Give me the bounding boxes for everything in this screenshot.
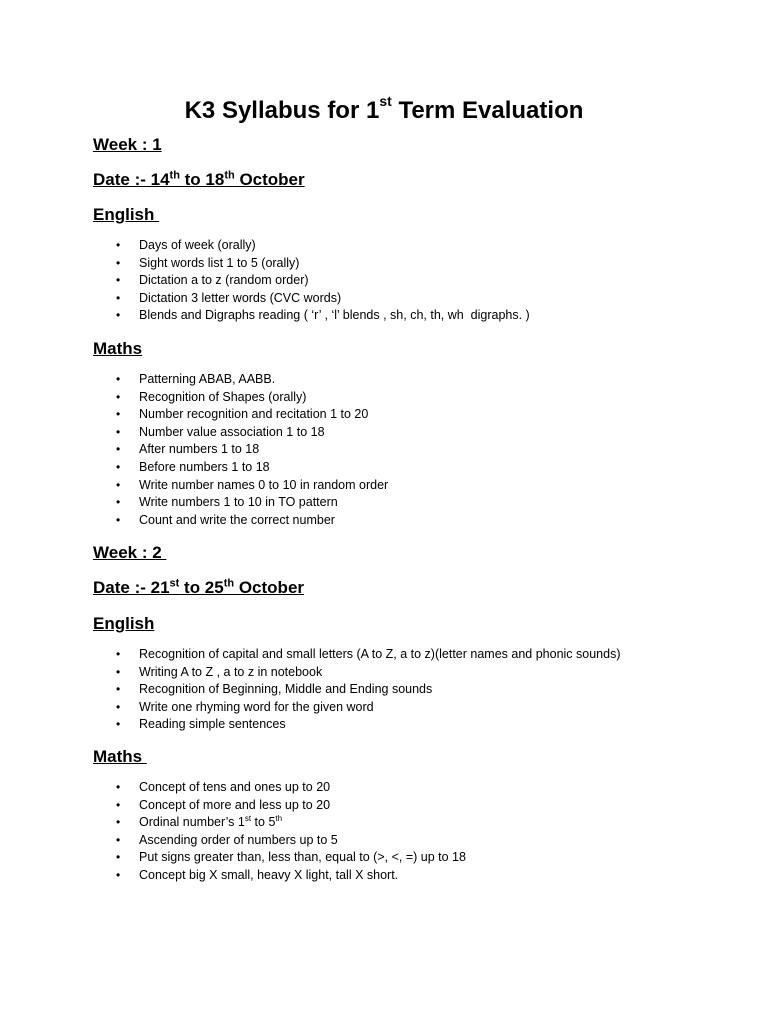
- list-item: • After numbers 1 to 18: [93, 441, 388, 459]
- bullet-icon: •: [116, 717, 121, 732]
- list-item: • Concept big X small, heavy X light, tall X short.: [93, 867, 466, 885]
- list-item: • Recognition of capital and small letters (A to Z, a to z)(letter names and phonic sounds): [93, 646, 621, 664]
- week-1-date: Date :- 14th to 18th October: [93, 169, 305, 189]
- week-1-english-list: [93, 237, 530, 325]
- list-item: • Recognition of Shapes (orally): [93, 389, 388, 407]
- week-1-english-heading: English: [93, 205, 160, 224]
- bullet-icon: •: [116, 290, 121, 305]
- page-title: K3 Syllabus for 1st Term Evaluation: [184, 93, 584, 124]
- list-item: • Writing A to Z , a to z in notebook: [93, 664, 621, 682]
- list-item: • Concept of more and less up to 20: [93, 797, 466, 815]
- list-item: • Patterning ABAB, AABB.: [93, 371, 388, 389]
- bullet-icon: •: [116, 407, 121, 422]
- list-item: • Reading simple sentences: [93, 716, 621, 734]
- list-item: • Write numbers 1 to 10 in TO pattern: [93, 494, 388, 512]
- list-item: • Days of week (orally): [93, 237, 530, 255]
- bullet-icon: •: [116, 308, 121, 323]
- list-item: • Recognition of Beginning, Middle and Ending sounds: [93, 681, 621, 699]
- list-item: • Concept of tens and ones up to 20: [93, 779, 466, 797]
- bullet-icon: •: [116, 664, 121, 679]
- list-item: • Sight words list 1 to 5 (orally): [93, 255, 530, 273]
- bullet-icon: •: [116, 424, 121, 439]
- list-item: • Dictation 3 letter words (CVC words): [93, 290, 530, 308]
- week-2-english-list: [93, 646, 621, 734]
- bullet-icon: •: [116, 780, 121, 794]
- list-item: • Ordinal number’s 1st to 5th: [93, 814, 466, 832]
- list-item: • Ascending order of numbers up to 5: [93, 832, 466, 850]
- list-item: • Write one rhyming word for the given word: [93, 699, 621, 717]
- bullet-icon: •: [116, 238, 121, 252]
- list-item: • Put signs greater than, less than, equal to (>, <, =) up to 18: [93, 849, 466, 867]
- bullet-icon: •: [116, 682, 121, 697]
- list-item: • Number value association 1 to 18: [93, 424, 388, 442]
- week-2-maths-heading: Maths: [93, 747, 147, 766]
- list-item: • Before numbers 1 to 18: [93, 459, 388, 477]
- bullet-icon: •: [116, 797, 121, 812]
- week-2-maths-list: [93, 779, 466, 885]
- bullet-icon: •: [116, 699, 121, 714]
- week-1-heading: Week : 1: [93, 135, 162, 154]
- bullet-icon: •: [116, 832, 121, 847]
- week-2-english-heading: English: [93, 614, 155, 633]
- bullet-icon: •: [116, 273, 121, 288]
- bullet-icon: •: [116, 495, 121, 510]
- bullet-icon: •: [116, 815, 121, 830]
- week-2-date: Date :- 21st to 25th October: [93, 577, 305, 597]
- bullet-icon: •: [116, 372, 121, 386]
- week-1-maths-heading: Maths: [93, 339, 143, 358]
- bullet-icon: •: [116, 389, 121, 404]
- list-item: • Blends and Digraphs reading ( ‘r’ , ‘l’ blends , sh, ch, th, wh digraphs. ): [93, 307, 530, 325]
- week-1-maths-list: [93, 371, 388, 529]
- list-item: • Count and write the correct number: [93, 512, 388, 530]
- bullet-icon: •: [116, 867, 121, 882]
- list-item: • Write number names 0 to 10 in random order: [93, 477, 388, 495]
- bullet-icon: •: [116, 647, 121, 661]
- bullet-icon: •: [116, 850, 121, 865]
- list-item: • Number recognition and recitation 1 to 20: [93, 406, 388, 424]
- bullet-icon: •: [116, 512, 121, 527]
- bullet-icon: •: [116, 255, 121, 270]
- bullet-icon: •: [116, 477, 121, 492]
- week-2-heading: Week : 2: [93, 543, 167, 562]
- list-item: • Dictation a to z (random order): [93, 272, 530, 290]
- bullet-icon: •: [116, 459, 121, 474]
- bullet-icon: •: [116, 442, 121, 457]
